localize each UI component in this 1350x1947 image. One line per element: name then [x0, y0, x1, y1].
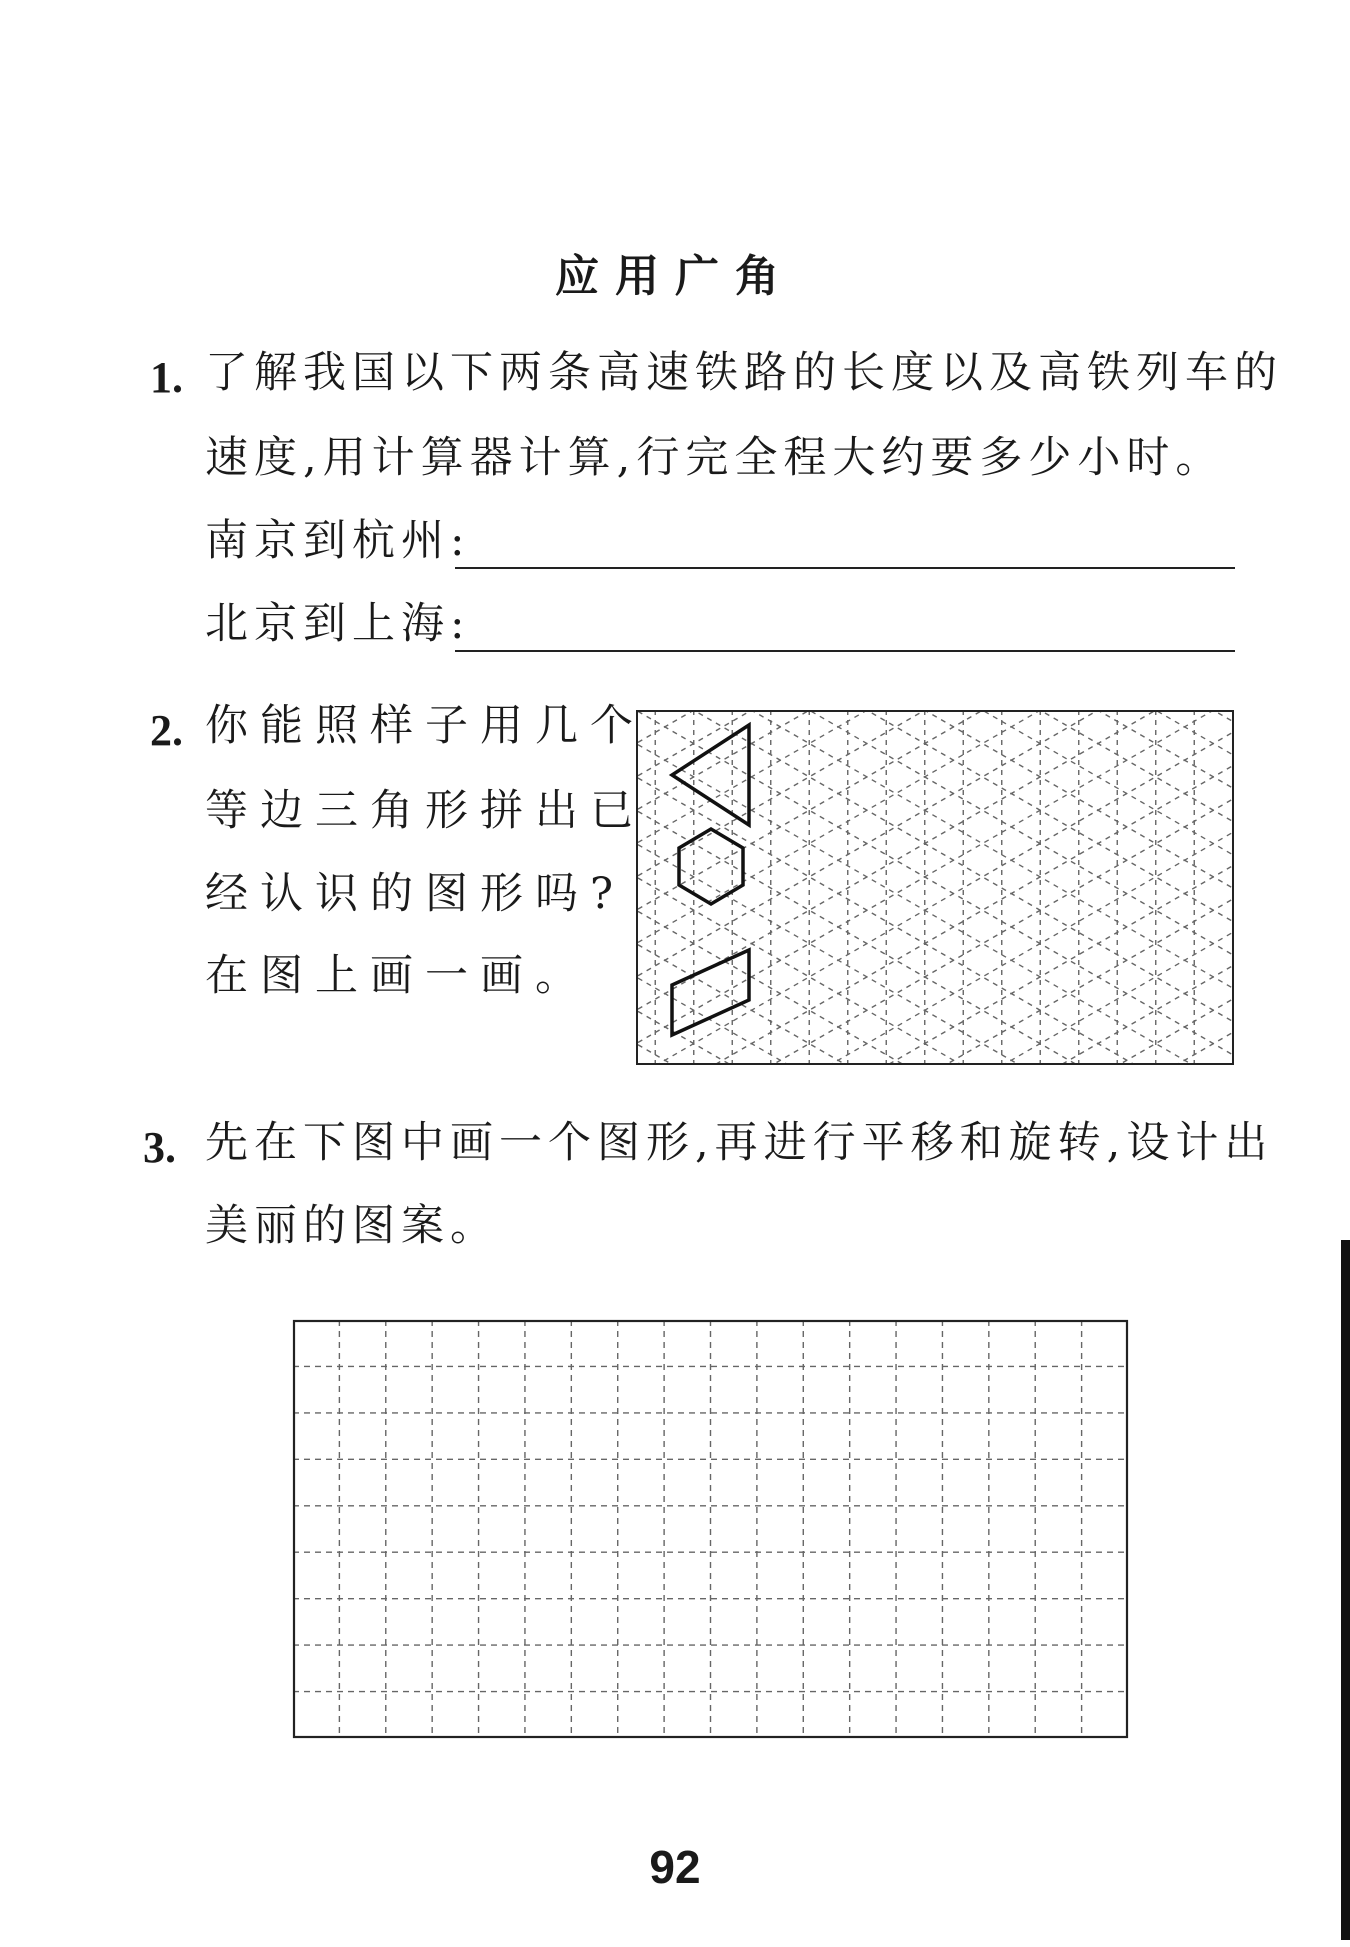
question-1-text-line2: 速度,用计算器计算,行完全程大约要多少小时。 — [205, 433, 1225, 483]
question-2-text-line1: 你能照样子用几个 — [205, 701, 645, 751]
answer-line-2[interactable] — [455, 650, 1235, 652]
square-grid[interactable] — [293, 1320, 1128, 1738]
page-number: 92 — [649, 1841, 701, 1893]
question-2-text-line2: 等边三角形拼出已 — [205, 786, 645, 836]
example-parallelogram-shape — [672, 950, 749, 1035]
question-3-number: 3. — [143, 1123, 176, 1172]
question-2-number: 2. — [150, 706, 183, 755]
example-triangle-shape — [672, 725, 749, 825]
route-label-beijing-shanghai: 北京到上海: — [205, 599, 471, 649]
question-1-number: 1. — [150, 353, 183, 402]
route-label-nanjing-hangzhou: 南京到杭州: — [205, 516, 471, 566]
question-3-text-line1: 先在下图中画一个图形,再进行平移和旋转,设计出 — [205, 1118, 1274, 1168]
question-3-text-line2: 美丽的图案。 — [205, 1201, 499, 1251]
triangle-grid[interactable] — [636, 710, 1234, 1065]
question-2-text-line4: 在图上画一画。 — [205, 951, 590, 1001]
scan-edge-shadow — [1341, 1240, 1350, 1940]
question-1-text-line1: 了解我国以下两条高速铁路的长度以及高铁列车的 — [205, 348, 1283, 398]
answer-line-1[interactable] — [455, 567, 1235, 569]
page-title: 应用广角 — [555, 251, 795, 302]
question-2-text-line3: 经认识的图形吗? — [205, 869, 626, 919]
